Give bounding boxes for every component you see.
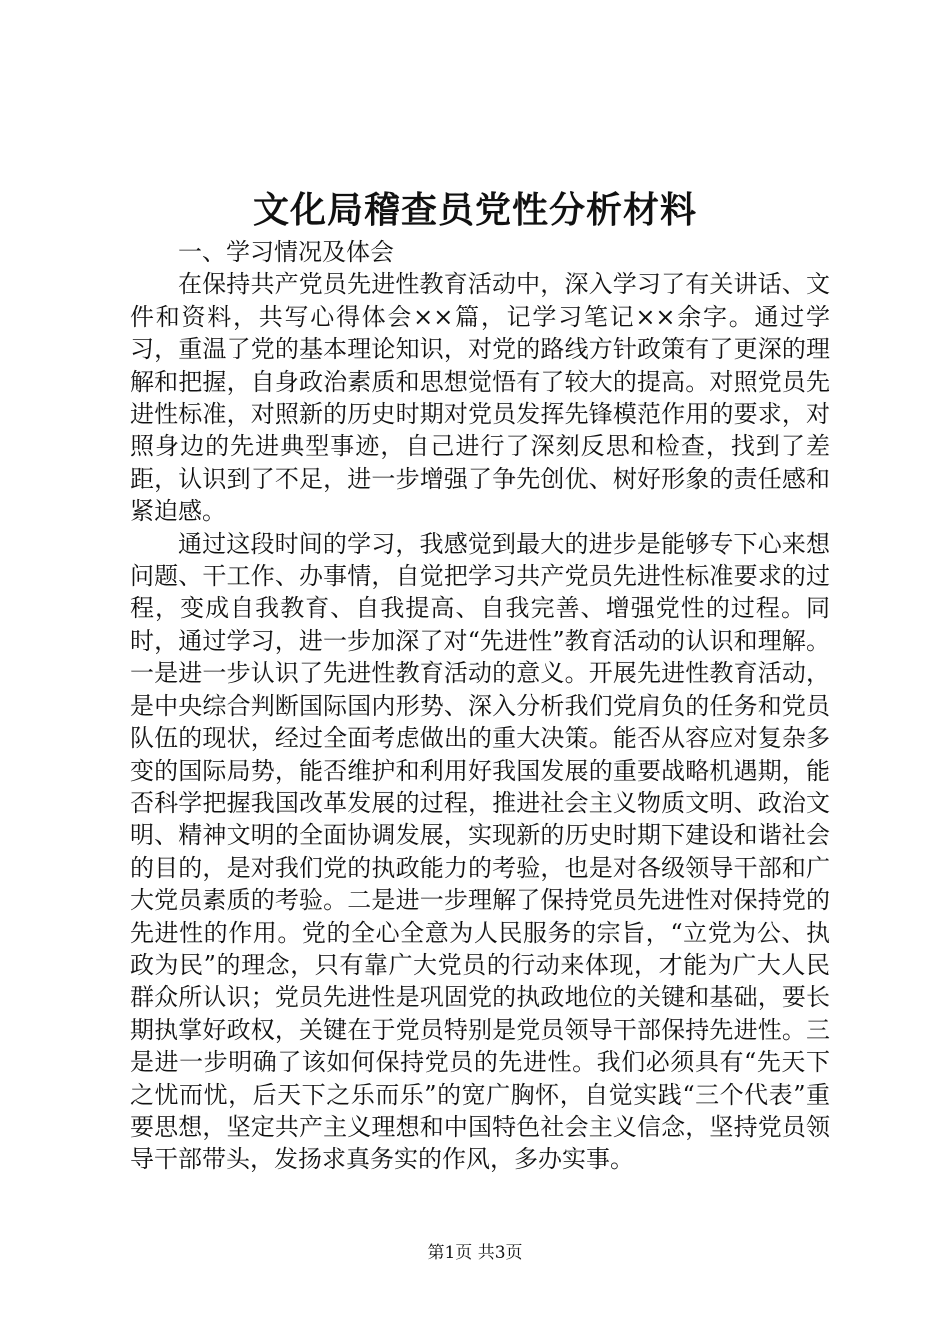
document-title: 文化局稽查员党性分析材料 (252, 189, 697, 231)
document-body (130, 236, 830, 1176)
section-heading: 一、学习情况及体会 (178, 238, 394, 266)
page-footer: 第1页 共3页 (427, 1243, 523, 1263)
paragraph-study-progress: 通过这段时间的学习，我感觉到最大的进步是能够专下心来想问题、干工作、办事情，自觉把学习共产党员先进性标准要求的过程，变成自我教育、自我提高、自我完善、增强党性的过程。同时，通过学习，进一步加深了对“先进性”教育活动的认识和理解。一是进一步认识了先进性教育活动的意义。开展先进性教育活动，是中央综合判断国际国内形势、深入分析我们党肩负的任务和党员队伍的现状，经过全面考虑做出的重大决策。能否从容应对复杂多变的国际局势，能否维护和利用好我国发展的重要战略机遇期，能否科学把握我国改革发展的过程，推进社会主义物质文明、政治文明、精神文明的全面协调发展，实现新的历史时期下建设和谐社会的目的，是对我们党的执政能力的考验，也是对各级领导干部和广大党员素质的考验。二是进一步理解了保持党员先进性对保持党的先进性的作用。党的全心全意为人民服务的宗旨，“立党为公、执政为民”的理念，只有靠广大党员的行动来体现，才能为广大人民群众所认识；党员先进性是巩固党的执政地位的关键和基础，要长期执掌好政权，关键在于党员特别是党员领导干部保持先进性。三是进一步明确了该如何保持党员的先进性。我们必须具有“先天下之忧而忧，后天下之乐而乐”的宽广胸怀，自觉实践“三个代表”重要思想，坚定共产主义理想和中国特色社会主义信念，坚持党员领导干部带头，发扬求真务实的作风，多办实事。 (130, 529, 830, 1174)
paragraph-study-summary: 在保持共产党员先进性教育活动中，深入学习了有关讲话、文件和资料，共写心得体会××篇，记学习笔记××余字。通过学习，重温了党的基本理论知识，对党的路线方针政策有了更深的理解和把握，自身政治素质和思想觉悟有了较大的提高。对照党员先进性标准，对照新的历史时期对党员发挥先锋模范作用的要求，对照身边的先进典型事迹，自己进行了深刻反思和检查，找到了差距，认识到了不足，进一步增强了争先创优、树好形象的责任感和紧迫感。 (130, 270, 830, 526)
